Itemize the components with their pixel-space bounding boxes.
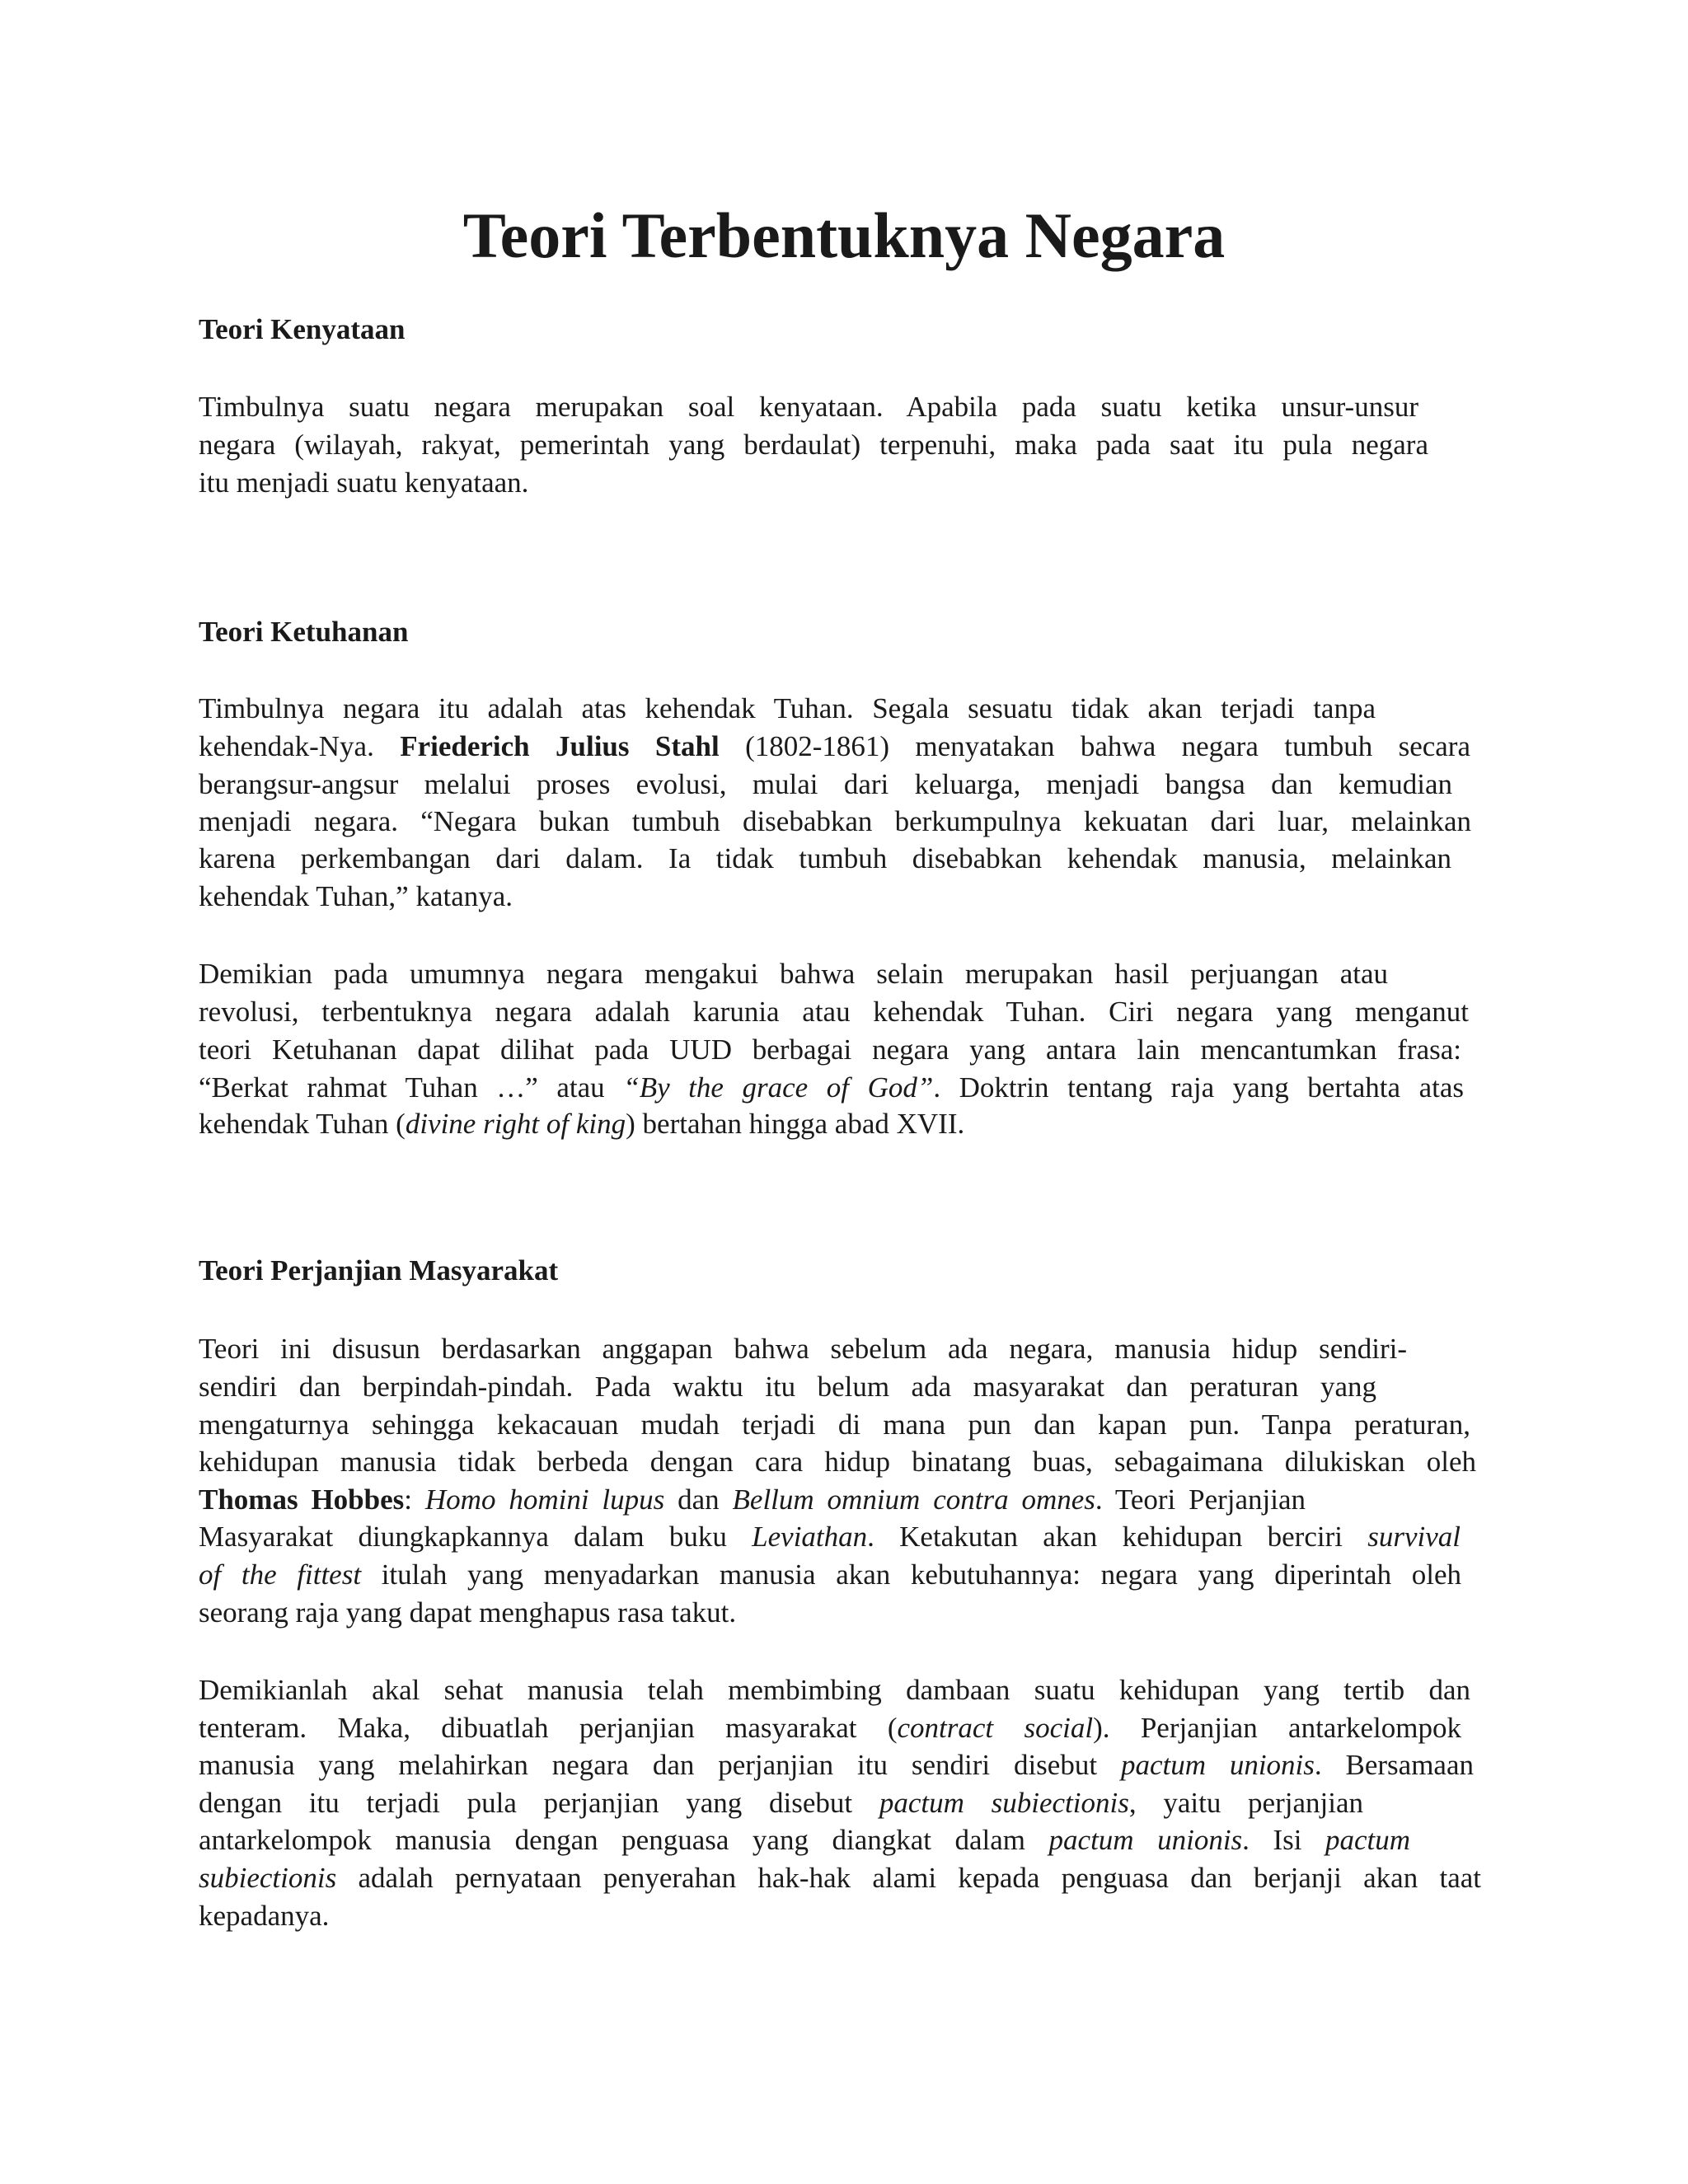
- text-run: Demikianlah akal sehat manusia telah membimbing dambaan suatu kehidupan yang tertib dan: [199, 1674, 1470, 1706]
- paragraph-line: [199, 427, 1428, 463]
- text-run: kehendak-Nya.: [199, 730, 401, 762]
- paragraph-line: [199, 1557, 1461, 1593]
- bold-text: Thomas Hobbes: [199, 1483, 405, 1516]
- italic-text: survival: [1367, 1521, 1461, 1553]
- paragraph-line: [199, 994, 1469, 1030]
- text-run: adalah pernyataan penyerahan hak-hak alami kepada penguasa dan berjanji akan taat: [336, 1862, 1481, 1894]
- italic-text: pactum unionis: [1120, 1749, 1315, 1781]
- paragraph-line: [199, 1369, 1376, 1405]
- text-run: Timbulnya suatu negara merupakan soal kenyataan. Apabila pada suatu ketika unsur-unsur: [199, 391, 1418, 423]
- text-run: kehendak Tuhan (: [199, 1108, 406, 1140]
- italic-text: “By the grace of God”: [623, 1071, 934, 1104]
- text-run: ) bertahan hingga abad XVII.: [626, 1108, 965, 1140]
- text-run: , yaitu perjanjian: [1128, 1787, 1363, 1819]
- text-run: berangsur-angsur melalui proses evolusi, mulai dari keluarga, menjadi bangsa dan kemudian: [199, 768, 1452, 800]
- italic-text: Bellum omnium contra omnes: [732, 1483, 1095, 1516]
- text-run: “Berkat rahmat Tuhan …” atau: [199, 1071, 624, 1104]
- section-heading: Teori Ketuhanan: [199, 616, 409, 648]
- text-run: . Bersamaan: [1314, 1749, 1475, 1781]
- paragraph-line: [199, 841, 1451, 877]
- text-run: Teori ini disusun berdasarkan anggapan bahwa sebelum ada negara, manusia hidup sendiri-: [199, 1333, 1407, 1365]
- italic-text: pactum unionis: [1048, 1824, 1243, 1856]
- text-run: karena perkembangan dari dalam. Ia tidak tumbuh disebabkan kehendak manusia, melainkan: [199, 842, 1451, 874]
- paragraph-line: [199, 1032, 1461, 1068]
- section-heading: Teori Kenyataan: [199, 313, 406, 345]
- paragraph-line: [199, 1482, 1306, 1518]
- text-run: Demikian pada umumnya negara mengakui bahwa selain merupakan hasil perjuangan atau: [199, 958, 1388, 990]
- text-run: (1802-1861) menyatakan bahwa negara tumbuh secara: [719, 730, 1470, 762]
- paragraph-line: [199, 766, 1452, 803]
- paragraph-line: [199, 1519, 1461, 1555]
- text-run: . Teori Perjanjian: [1095, 1483, 1306, 1516]
- text-run: antarkelompok manusia dengan penguasa yang diangkat dalam: [199, 1824, 1049, 1856]
- paragraph-line: [199, 1747, 1474, 1783]
- text-run: sendiri dan berpindah-pindah. Pada waktu itu belum ada masyarakat dan peraturan yang: [199, 1371, 1376, 1403]
- text-run: manusia yang melahirkan negara dan perjanjian itu sendiri disebut: [199, 1749, 1121, 1781]
- italic-text: subiectionis: [199, 1862, 337, 1894]
- text-run: dengan itu terjadi pula perjanjian yang disebut: [199, 1787, 879, 1819]
- italic-text: pactum: [1325, 1824, 1410, 1856]
- italic-text: Homo homini lupus: [424, 1483, 665, 1516]
- italic-text: divine right of king: [405, 1108, 626, 1140]
- text-run: menjadi negara. “Negara bukan tumbuh disebabkan berkumpulnya kekuatan dari luar, melainkan: [199, 805, 1471, 837]
- text-run: ). Perjanjian antarkelompok: [1093, 1712, 1461, 1744]
- paragraph-line: [199, 691, 1376, 727]
- paragraph-line: [199, 1407, 1470, 1443]
- italic-text: contract social: [897, 1712, 1094, 1744]
- text-run: . Doktrin tentang raja yang bertahta atas: [933, 1071, 1464, 1104]
- text-run: negara (wilayah, rakyat, pemerintah yang berdaulat) terpenuhi, maka pada saat itu pula negara: [199, 429, 1428, 461]
- italic-text: pactum subiectionis: [879, 1787, 1129, 1819]
- text-run: Timbulnya negara itu adalah atas kehendak Tuhan. Segala sesuatu tidak akan terjadi tanpa: [199, 692, 1376, 724]
- paragraph-line: [199, 1331, 1407, 1367]
- text-run: Masyarakat diungkapkannya dalam buku: [199, 1521, 753, 1553]
- paragraph-line: [199, 1070, 1464, 1106]
- paragraph-line: [199, 465, 528, 501]
- paragraph-line: [199, 1106, 964, 1142]
- text-run: itu menjadi suatu kenyataan.: [199, 466, 529, 499]
- text-run: seorang raja yang dapat menghapus rasa takut.: [199, 1596, 737, 1629]
- page-title: Teori Terbentuknya Negara: [462, 199, 1226, 271]
- paragraph-line: [199, 804, 1471, 840]
- italic-text: of the fittest: [199, 1558, 362, 1591]
- text-run: kepadanya.: [199, 1900, 330, 1932]
- text-run: itulah yang menyadarkan manusia akan kebutuhannya: negara yang diperintah oleh: [361, 1558, 1461, 1591]
- text-run: revolusi, terbentuknya negara adalah karunia atau kehendak Tuhan. Ciri negara yang menganut: [199, 996, 1469, 1028]
- text-run: :: [404, 1483, 425, 1516]
- paragraph-line: [199, 956, 1388, 992]
- paragraph-line: [199, 1898, 329, 1934]
- paragraph-line: [199, 729, 1470, 765]
- text-run: . Isi: [1242, 1824, 1325, 1856]
- text-run: teori Ketuhanan dapat dilihat pada UUD berbagai negara yang antara lain mencantumkan frasa:: [199, 1033, 1461, 1066]
- paragraph-line: [199, 879, 513, 915]
- text-run: dan: [664, 1483, 733, 1516]
- text-run: kehendak Tuhan,” katanya.: [199, 880, 513, 912]
- text-run: mengaturnya sehingga kekacauan mudah terjadi di mana pun dan kapan pun. Tanpa peraturan,: [199, 1408, 1470, 1441]
- paragraph-line: [199, 1672, 1470, 1708]
- paragraph-line: [199, 1710, 1461, 1746]
- section-heading: Teori Perjanjian Masyarakat: [199, 1254, 559, 1286]
- text-run: kehidupan manusia tidak berbeda dengan cara hidup binatang buas, sebagaimana dilukiskan oleh: [199, 1446, 1476, 1478]
- paragraph-line: [199, 1595, 736, 1631]
- text-run: tenteram. Maka, dibuatlah perjanjian masyarakat (: [199, 1712, 898, 1744]
- paragraph-line: [199, 1860, 1481, 1896]
- paragraph-line: [199, 1785, 1363, 1821]
- bold-text: Friederich Julius Stahl: [400, 730, 720, 762]
- paragraph-line: [199, 1444, 1476, 1480]
- paragraph-line: [199, 389, 1418, 425]
- text-run: . Ketakutan akan kehidupan berciri: [867, 1521, 1368, 1553]
- italic-text: Leviathan: [752, 1521, 868, 1553]
- paragraph-line: [199, 1822, 1410, 1858]
